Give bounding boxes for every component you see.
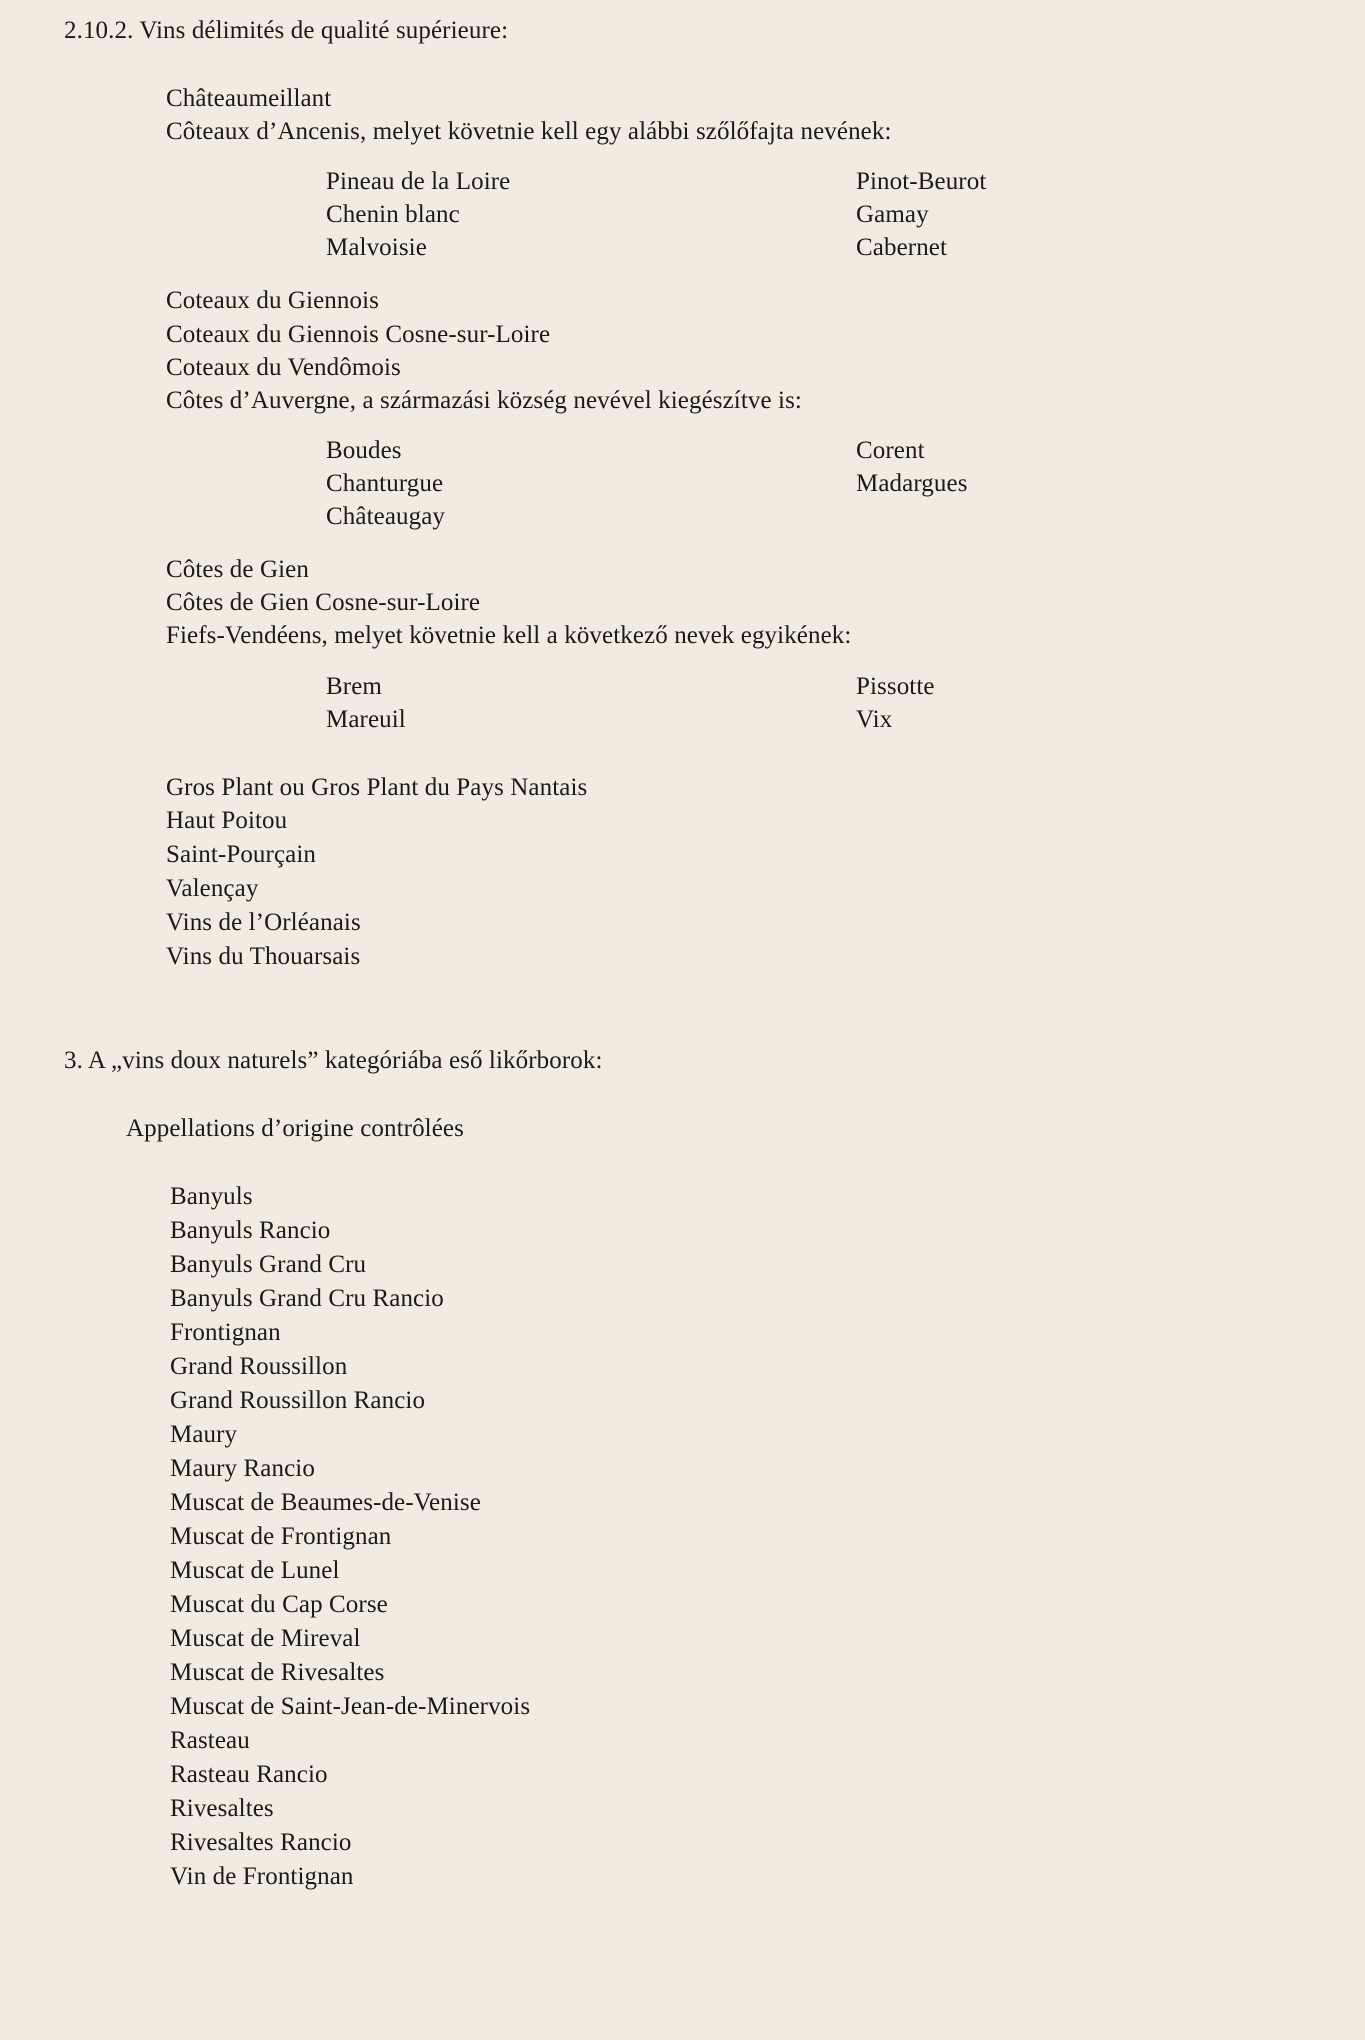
commune-name: Châteaugay (326, 503, 446, 530)
list-item: Maury (170, 1421, 238, 1448)
wine-entry: Gros Plant ou Gros Plant du Pays Nantais (166, 774, 588, 801)
list-item: Grand Roussillon (170, 1353, 348, 1380)
subheading: Appellations d’origine contrôlées (126, 1115, 464, 1142)
grape-variety: Chenin blanc (326, 201, 460, 228)
place-name: Mareuil (326, 706, 406, 733)
list-item: Banyuls Rancio (170, 1217, 331, 1244)
list-item: Banyuls (170, 1183, 253, 1210)
wine-entry: Châteaumeillant (166, 85, 332, 112)
list-item: Banyuls Grand Cru Rancio (170, 1285, 444, 1312)
wine-entry: Coteaux du Giennois Cosne-sur-Loire (166, 321, 551, 348)
wine-entry: Côteaux d’Ancenis, melyet követnie kell egy alábbi szőlőfajta nevének: (166, 118, 892, 145)
list-item: Rasteau (170, 1727, 250, 1754)
place-name: Brem (326, 673, 382, 700)
grape-variety: Pineau de la Loire (326, 168, 511, 195)
list-item: Muscat du Cap Corse (170, 1591, 388, 1618)
wine-entry: Haut Poitou (166, 807, 288, 834)
list-item: Rivesaltes (170, 1795, 274, 1822)
grape-variety: Gamay (856, 201, 929, 228)
wine-entry: Vins de l’Orléanais (166, 909, 361, 936)
wine-entry: Côtes d’Auvergne, a származási község nevével kiegészítve is: (166, 387, 802, 414)
wine-entry: Côtes de Gien (166, 556, 309, 583)
place-name: Pissotte (856, 673, 935, 700)
section-heading: 3. A „vins doux naturels” kategóriába eső likőrborok: (64, 1047, 603, 1074)
commune-name: Madargues (856, 470, 968, 497)
list-item: Vin de Frontignan (170, 1863, 354, 1890)
list-item: Maury Rancio (170, 1455, 315, 1482)
list-item: Muscat de Lunel (170, 1557, 340, 1584)
list-item: Muscat de Saint-Jean-de-Minervois (170, 1693, 531, 1720)
list-item: Rivesaltes Rancio (170, 1829, 352, 1856)
list-item: Muscat de Mireval (170, 1625, 361, 1652)
list-item: Rasteau Rancio (170, 1761, 328, 1788)
grape-variety: Malvoisie (326, 234, 427, 261)
wine-entry: Valençay (166, 875, 259, 902)
commune-name: Boudes (326, 437, 402, 464)
list-item: Muscat de Rivesaltes (170, 1659, 385, 1686)
commune-name: Chanturgue (326, 470, 444, 497)
wine-entry: Coteaux du Giennois (166, 287, 379, 314)
wine-entry: Vins du Thouarsais (166, 943, 361, 970)
wine-entry: Coteaux du Vendômois (166, 354, 401, 381)
wine-entry: Fiefs-Vendéens, melyet követnie kell a következő nevek egyikének: (166, 622, 852, 649)
grape-variety: Pinot-Beurot (856, 168, 987, 195)
list-item: Muscat de Beaumes-de-Venise (170, 1489, 481, 1516)
wine-entry: Saint-Pourçain (166, 841, 316, 868)
list-item: Frontignan (170, 1319, 281, 1346)
grape-variety: Cabernet (856, 234, 948, 261)
list-item: Muscat de Frontignan (170, 1523, 392, 1550)
list-item: Grand Roussillon Rancio (170, 1387, 426, 1414)
wine-entry: Côtes de Gien Cosne-sur-Loire (166, 589, 481, 616)
place-name: Vix (856, 706, 893, 733)
commune-name: Corent (856, 437, 925, 464)
section-heading: 2.10.2. Vins délimités de qualité supérieure: (64, 17, 509, 44)
list-item: Banyuls Grand Cru (170, 1251, 367, 1278)
